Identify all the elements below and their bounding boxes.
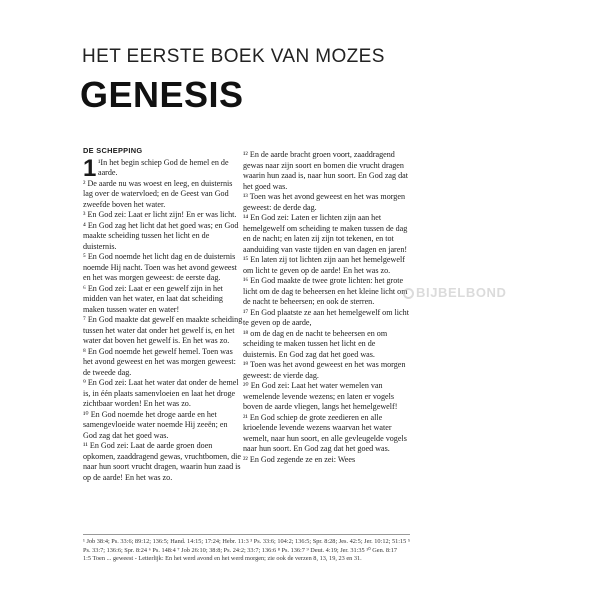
section-heading: DE SCHEPPING bbox=[83, 146, 143, 155]
footnotes bbox=[83, 538, 413, 564]
verse: ⁶ En God zei: Laat er een gewelf zijn in het midden van het water, en laat dat scheiding maken tussen water en water! bbox=[83, 283, 223, 314]
verse: ¹⁵ En laten zij tot lichten zijn aan het hemelgewelf om licht te geven op de aarde! En het was zo. bbox=[243, 255, 405, 275]
cross-references: ¹ Job 38:4; Ps. 33:6; 89:12; 136:5; Hand. 14:15; 17:24; Hebr. 11:3 ³ Ps. 33:6; 104:2; 136:5; Spr. 8:28; Jes. 42:5; Jer. 10:12; 51:15 ⁵ Ps. 33:7; 136:6; Spr. 8:24 ⁶ Ps. 148:4 ⁷ Job 26:10; 38:8; Ps. 24:2; 33:7; 136:6 ⁸ Ps. 136:7 ⁹ Deut. 4:19; Jer. 31:35 ¹⁰ Gen. 8:17 bbox=[83, 538, 411, 554]
verse: ⁵ En God noemde het licht dag en de duisternis noemde Hij nacht. Toen was het avond geweest en het was morgen geweest: de eerste dag. bbox=[83, 252, 237, 282]
watermark bbox=[403, 285, 507, 300]
verse: ²¹ En God schiep de grote zeedieren en alle krioelende levende wezens waarvan het water wemelt, naar hun soort, en alle gevleugelde vogels naar hun soort. En God zag dat het goed was. bbox=[243, 412, 407, 453]
book-name: GENESIS bbox=[80, 74, 244, 115]
verse: ²⁰ En God zei: Laat het water wemelen van wemelende levende wezens; en laten er vogels boven de aarde vliegen, langs het hemelgewelf! bbox=[243, 381, 398, 411]
verse: ¹⁹ Toen was het avond geweest en het was morgen geweest: de vierde dag. bbox=[243, 360, 406, 380]
left-column bbox=[83, 146, 243, 483]
verse: ⁸ En God noemde het gewelf hemel. Toen was het avond geweest en het was morgen geweest: de tweede dag. bbox=[83, 346, 236, 377]
verse: ¹⁷ En God plaatste ze aan het hemelgewelf om licht te geven op de aarde, bbox=[243, 307, 409, 327]
verse: ¹⁶ En God maakte de twee grote lichten: het grote licht om de dag te beheersen en het kleine licht om de nacht te beheersen; en ook de sterren. bbox=[243, 276, 408, 306]
verse: ¹⁴ En God zei: Laten er lichten zijn aan het hemelgewelf om scheiding te maken tussen de dag en de nacht; en laten zij zijn tot tekenen, en tot aanduiding van vaste tijden en van dagen en jaren! bbox=[243, 213, 408, 254]
verse: ⁷ En God maakte dat gewelf en maakte scheiding tussen het water dat onder het gewelf is, en het water dat boven het gewelf is. En het was zo. bbox=[83, 315, 243, 345]
first-verse bbox=[83, 154, 243, 182]
verse: ⁹ En God zei: Laat het water dat onder de hemel is, in één plaats samenvloeien en laat het droge zichtbaar worden! En het was zo. bbox=[83, 378, 239, 408]
verse: ² De aarde nu was woest en leeg, en duisternis lag over de watervloed; en de Geest van God zweefde boven het water. bbox=[83, 178, 233, 209]
verse: ²² En God zegende ze en zei: Wees bbox=[243, 454, 356, 464]
watermark-text: BIJBELBOND bbox=[416, 285, 507, 300]
chapter-number: 1 bbox=[83, 154, 97, 182]
verse: ¹³ Toen was het avond geweest en het was morgen geweest: de derde dag. bbox=[243, 192, 405, 212]
logo-icon bbox=[403, 288, 414, 299]
verse: ¹² En de aarde bracht groen voort, zaaddragend gewas naar zijn soort en bomen die vrucht dragen waarin hun zaad is, naar hun soort. En God zag dat het goed was. bbox=[243, 150, 408, 191]
verse: ¹⁸ om de dag en de nacht te beheersen en om scheiding te maken tussen het licht en de duisternis. En God zag dat het goed was. bbox=[243, 328, 388, 359]
footnote-divider bbox=[83, 534, 410, 535]
right-column bbox=[243, 150, 409, 465]
verse: ⁴ En God zag het licht dat het goed was; en God maakte scheiding tussen het licht en de duisternis. bbox=[83, 220, 239, 251]
verse: ¹⁰ En God noemde het droge aarde en het samengevloeide water noemde Hij zeeën; en God zag dat het goed was. bbox=[83, 409, 228, 440]
translation-note: 1:5 Toen ... geweest - Letterlijk: En het werd avond en het werd morgen; zie ook de verzen 8, 13, 19, 23 en 31. bbox=[83, 555, 362, 563]
verse: ¹¹ En God zei: Laat de aarde groen doen opkomen, zaaddragend gewas, vruchtbomen, die naar hun soort vrucht dragen, waarin hun zaad is op de aarde! En het was zo. bbox=[83, 441, 241, 482]
verse: ¹In het begin schiep God de hemel en de aarde. bbox=[98, 157, 229, 177]
book-title: HET EERSTE BOEK VAN MOZES bbox=[82, 46, 385, 67]
verse: ³ En God zei: Laat er licht zijn! En er was licht. bbox=[83, 210, 237, 219]
